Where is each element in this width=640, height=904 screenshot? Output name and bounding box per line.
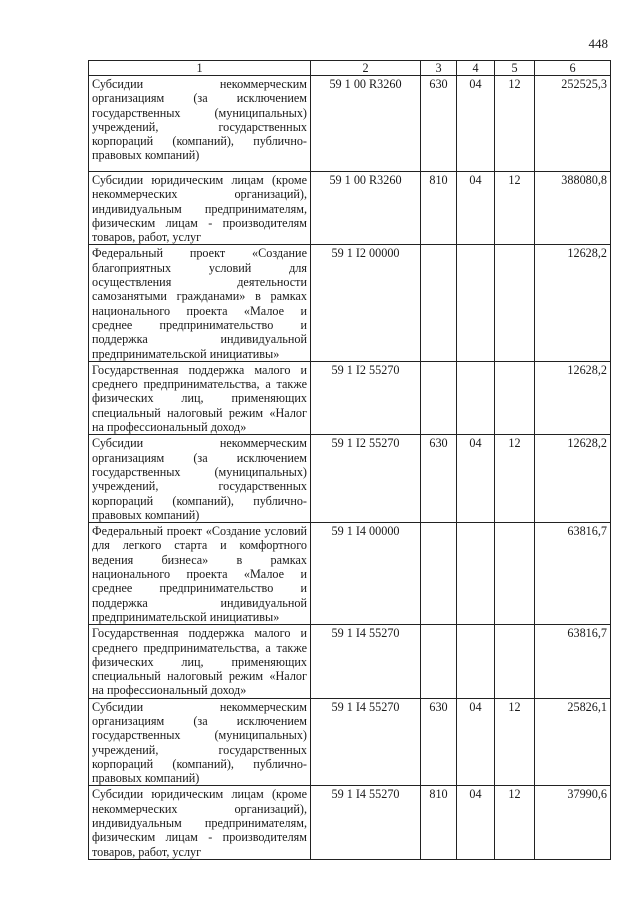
table-header: [89, 61, 611, 76]
row-col4-cell: [457, 245, 495, 361]
row-amount-cell: 12628,2: [535, 245, 611, 361]
row-col5-cell: [495, 361, 535, 434]
row-col5-cell: 12: [495, 172, 535, 245]
row-col5-cell: 12: [495, 76, 535, 172]
row-code-cell: 59 1 I4 55270: [311, 625, 421, 698]
row-amount-cell: 12628,2: [535, 435, 611, 523]
row-col4-cell: [457, 625, 495, 698]
row-col4-cell: [457, 523, 495, 625]
row-name-cell: Субсидии некоммерческим организациям (за исключением государственных (муниципальных) учреждений, государственных корпораций (компаний), публично-правовых компаний): [89, 698, 311, 786]
row-name-cell: Государственная поддержка малого и среднего предпринимательства, а также физических лиц, применяющих специальный налоговый режим «Налог на профессиональный доход»: [89, 625, 311, 698]
table-row: [89, 786, 611, 859]
row-name-cell: Субсидии некоммерческим организациям (за исключением государственных (муниципальных) учреждений, государственных корпораций (компаний), публично-правовых компаний): [89, 435, 311, 523]
row-code-cell: 59 1 I2 55270: [311, 435, 421, 523]
table-body: [89, 76, 611, 860]
row-col3-cell: [421, 625, 457, 698]
row-col3-cell: [421, 523, 457, 625]
row-amount-cell: 388080,8: [535, 172, 611, 245]
column-header-5: 5: [495, 61, 535, 76]
row-name-cell: Субсидии некоммерческим организациям (за исключением государственных (муниципальных) учреждений, государственных корпораций (компаний), публично-правовых компаний): [89, 76, 311, 172]
table-row: [89, 172, 611, 245]
row-col4-cell: 04: [457, 435, 495, 523]
row-code-cell: 59 1 I2 00000: [311, 245, 421, 361]
row-col5-cell: [495, 625, 535, 698]
row-amount-cell: 37990,6: [535, 786, 611, 859]
row-amount-cell: 63816,7: [535, 625, 611, 698]
row-col4-cell: 04: [457, 172, 495, 245]
table-row: [89, 245, 611, 361]
row-name-cell: Федеральный проект «Создание благоприятных условий для осуществления деятельности самозанятыми гражданами» в рамках национального проекта «Малое и среднее предпринимательство и поддержка индивидуальной предпринимательской инициативы»: [89, 245, 311, 361]
header-row: [89, 61, 611, 76]
page-number: 448: [588, 36, 608, 51]
row-col5-cell: 12: [495, 786, 535, 859]
row-name-cell: Субсидии юридическим лицам (кроме некоммерческих организаций), индивидуальным предпринимателям, физическим лицам - производителям товаров, работ, услуг: [89, 786, 311, 859]
row-name-cell: Государственная поддержка малого и среднего предпринимательства, а также физических лиц, применяющих специальный налоговый режим «Налог на профессиональный доход»: [89, 361, 311, 434]
column-header-6: 6: [535, 61, 611, 76]
row-col4-cell: 04: [457, 76, 495, 172]
row-col3-cell: 810: [421, 172, 457, 245]
row-name-cell: Субсидии юридическим лицам (кроме некоммерческих организаций), индивидуальным предпринимателям, физическим лицам - производителям товаров, работ, услуг: [89, 172, 311, 245]
table-row: [89, 698, 611, 786]
row-amount-cell: 25826,1: [535, 698, 611, 786]
column-header-4: 4: [457, 61, 495, 76]
table-row: [89, 523, 611, 625]
row-amount-cell: 63816,7: [535, 523, 611, 625]
table-row: [89, 361, 611, 434]
row-code-cell: 59 1 I4 00000: [311, 523, 421, 625]
budget-table: [88, 60, 611, 860]
row-col3-cell: [421, 361, 457, 434]
row-col4-cell: 04: [457, 698, 495, 786]
column-header-3: 3: [421, 61, 457, 76]
row-col3-cell: [421, 245, 457, 361]
row-amount-cell: 252525,3: [535, 76, 611, 172]
row-col4-cell: [457, 361, 495, 434]
row-name-cell: Федеральный проект «Создание условий для легкого старта и комфортного ведения бизнеса» в рамках национального проекта «Малое и среднее предпринимательство и поддержка индивидуальной предпринимательской инициативы»: [89, 523, 311, 625]
row-code-cell: 59 1 00 R3260: [311, 76, 421, 172]
row-code-cell: 59 1 I2 55270: [311, 361, 421, 434]
row-col3-cell: 810: [421, 786, 457, 859]
table-row: [89, 625, 611, 698]
row-code-cell: 59 1 I4 55270: [311, 786, 421, 859]
row-col5-cell: [495, 245, 535, 361]
row-col3-cell: 630: [421, 76, 457, 172]
table-row: [89, 76, 611, 172]
row-col3-cell: 630: [421, 698, 457, 786]
row-col5-cell: [495, 523, 535, 625]
row-col4-cell: 04: [457, 786, 495, 859]
row-code-cell: 59 1 00 R3260: [311, 172, 421, 245]
table-row: [89, 435, 611, 523]
row-amount-cell: 12628,2: [535, 361, 611, 434]
row-col3-cell: 630: [421, 435, 457, 523]
column-header-2: 2: [311, 61, 421, 76]
column-header-1: 1: [89, 61, 311, 76]
row-col5-cell: 12: [495, 435, 535, 523]
row-code-cell: 59 1 I4 55270: [311, 698, 421, 786]
row-col5-cell: 12: [495, 698, 535, 786]
